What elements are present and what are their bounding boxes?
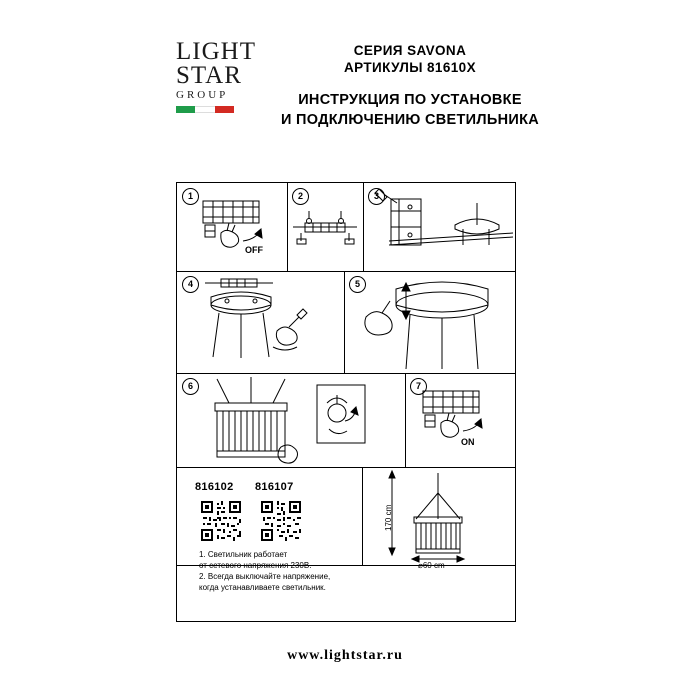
- note-line-3: 2. Всегда выключайте напряжение,: [199, 572, 331, 581]
- step-5-cell: [344, 271, 515, 373]
- manual-title-line1: ИНСТРУКЦИЯ ПО УСТАНОВКЕ: [298, 92, 522, 108]
- step-2-number: 2: [292, 188, 309, 205]
- document-header: [176, 38, 539, 140]
- logo-text-light: LIGHT: [176, 38, 256, 65]
- step-6-number: 6: [182, 378, 199, 395]
- note-line-4: когда устанавливаете светильник.: [199, 583, 326, 592]
- website-url[interactable]: www.lightstar.ru: [287, 648, 403, 663]
- product-code-left: 816102: [195, 481, 234, 493]
- note-line-2: от сетевого напряжения 230В.: [199, 561, 312, 570]
- dimension-height-label: 170 cm: [384, 504, 393, 531]
- step-1-number: 1: [182, 188, 199, 205]
- brand-logo: [176, 40, 272, 132]
- logo-text-group: GROUP: [176, 89, 229, 101]
- step-1-cell: [177, 183, 287, 271]
- italy-flag-icon: [176, 106, 234, 113]
- article-label: АРТИКУЛЫ 81610X: [344, 60, 476, 75]
- step-6-cell: [177, 373, 405, 467]
- step-1-label: OFF: [245, 245, 263, 255]
- codes-cell: [177, 467, 362, 592]
- step-4-cell: [177, 271, 344, 373]
- header-text-block: [280, 42, 540, 130]
- dimension-width-label: ⌀60 cm: [418, 561, 445, 570]
- step-2-cell: [287, 183, 363, 271]
- qr-code-left: [199, 499, 243, 543]
- step-3-cell: [363, 183, 515, 271]
- series-label: СЕРИЯ SAVONA: [353, 43, 467, 58]
- step-7-number: 7: [410, 378, 427, 395]
- logo-text-star: STAR: [176, 62, 242, 89]
- step-7-cell: [405, 373, 515, 467]
- step-7-label: ON: [461, 437, 475, 447]
- note-line-1: 1. Светильник работает: [199, 550, 288, 559]
- step-4-number: 4: [182, 276, 199, 293]
- manual-title-line2: И ПОДКЛЮЧЕНИЮ СВЕТИЛЬНИКА: [280, 112, 539, 128]
- steps-frame: [176, 182, 516, 622]
- qr-code-right: [259, 499, 303, 543]
- step-5-number: 5: [349, 276, 366, 293]
- dimensions-cell: [362, 467, 515, 570]
- product-code-right: 816107: [255, 481, 294, 493]
- step-3-number: 3: [368, 188, 385, 205]
